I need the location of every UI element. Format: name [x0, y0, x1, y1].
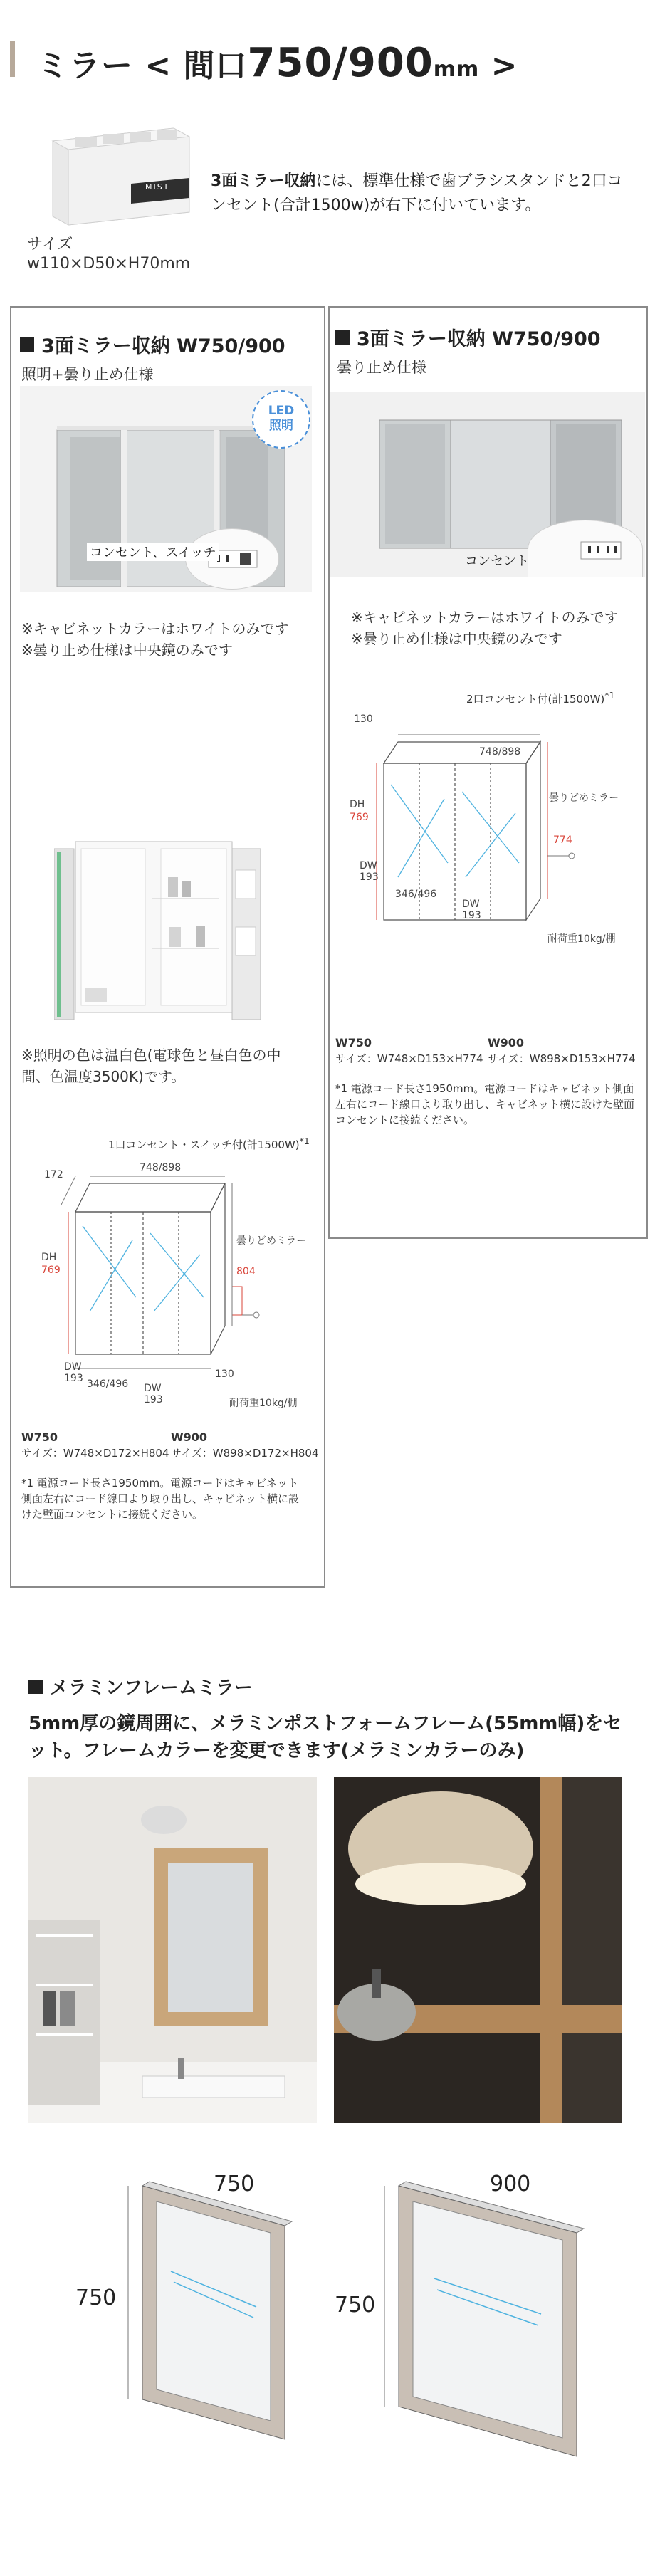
outlet-switch-label: コンセント、スイッチ [87, 543, 219, 561]
note-antifog: ※曇り止め仕様は中央鏡のみです [21, 642, 233, 659]
model-w750: W750 サイズ：W748×D172×H804 [21, 1430, 169, 1460]
note-cabinet-color: ※キャビネットカラーはホワイトのみです [21, 620, 289, 637]
outlet-zoom-circle [528, 520, 643, 577]
outlet-label: コンセント [465, 554, 529, 569]
diagram-depth-top: 130 [354, 713, 373, 725]
bathroom-photo [28, 1777, 317, 2123]
accessory-size-value: w110×D50×H70mm [27, 255, 191, 273]
frame-900-height: 750 [335, 2293, 376, 2318]
diagram-dw-left: DW 193 [360, 860, 379, 883]
diagram-dh-value: 769 [350, 812, 369, 823]
frame-diagram-750 [43, 2172, 313, 2456]
diagram-bottom-dim: 130 [215, 1368, 234, 1380]
stand-brand-mark: MIST [145, 182, 170, 192]
diagram-dw-right: DW 193 [144, 1383, 163, 1405]
diagram-dh-value: 769 [41, 1265, 61, 1276]
diagram-load-label: 耐荷重10kg/棚 [229, 1398, 298, 1409]
note-cabinet-color: ※キャビネットカラーはホワイトのみです [351, 609, 619, 626]
diagram-outlet-note: 1口コンセント・スイッチ付(計1500W)$^{*1}$ [108, 1136, 310, 1151]
cord-footnote: *1 電源コード長さ1950mm。電源コードはキャビネット側面左右にコード線口より取り出し、キャビネット横に設けた壁面コンセントに接続ください。 [21, 1477, 300, 1521]
panel-title: 3面ミラー収納 W750/900 [20, 330, 285, 358]
diagram-dw-center: 346/496 [395, 889, 437, 900]
diagram-dw-right: DW 193 [462, 899, 481, 921]
diagram-load-label: 耐荷重10kg/棚 [547, 933, 616, 945]
page-title: ミラー < 間口750/900mm > [37, 40, 518, 86]
panel-mirror-antifog [328, 306, 648, 1239]
frame-750-height: 750 [75, 2286, 117, 2310]
panel-notes [351, 607, 619, 649]
diagram-depth-top: 172 [44, 1169, 63, 1180]
melamine-section-title: メラミンフレームミラー [28, 1673, 253, 1700]
toothbrush-stand-image [38, 112, 198, 226]
melamine-description: 5mm厚の鏡周囲に、メラミンポストフォームフレーム(55mm幅)をセット。フレームカラーを変更できます(メラミンカラーのみ) [28, 1713, 622, 1761]
open-cabinet-photo [54, 820, 268, 1027]
diagram-width-label: 748/898 [140, 1162, 182, 1173]
diagram-outlet-note: 2口コンセント付(計1500W)$^{*1}$ [466, 690, 615, 706]
dimension-diagram [19, 1133, 318, 1411]
dimension-diagram [334, 685, 640, 970]
frame-900-width: 900 [490, 2172, 531, 2197]
frame-750-width: 750 [214, 2172, 255, 2197]
accessory-description: 3面ミラー収納には、標準仕様で歯ブラシスタンドと2口コンセント(合計1500w)が右下に付いています。 [211, 172, 623, 214]
diagram-antifog-label: 曇りどめミラー [236, 1235, 306, 1247]
light-color-note: ※照明の色は温白色(電球色と昼白色の中間、色温度3500K)です。 [21, 1047, 281, 1085]
mirror-cabinet-photo [20, 386, 312, 592]
panel-subtitle: 照明+曇り止め仕様 [21, 366, 154, 383]
mirror-cabinet-photo [330, 392, 645, 577]
diagram-width-label: 748/898 [479, 746, 521, 758]
note-antifog: ※曇り止め仕様は中央鏡のみです [351, 630, 562, 647]
panel-notes [21, 618, 289, 661]
frame-diagram-900 [335, 2172, 634, 2471]
diagram-dh-label: DH [41, 1252, 57, 1263]
led-badge: LED 照明 [252, 390, 310, 449]
cord-footnote: *1 電源コード長さ1950mm。電源コードはキャビネット側面左右にコード線口より取り出し、キャビネット横に設けた壁面コンセントに接続ください。 [335, 1082, 635, 1126]
title-accent-bar [10, 41, 15, 77]
panel-subtitle: 曇り止め仕様 [337, 359, 426, 376]
diagram-height-value: 804 [236, 1266, 256, 1277]
panel-mirror-light-antifog [10, 306, 325, 1588]
pendant-light-photo [334, 1777, 622, 2123]
model-w900: W900 サイズ：W898×D172×H804 [171, 1430, 319, 1460]
panel-title: 3面ミラー収納 W750/900 [335, 323, 601, 351]
model-w900: W900 サイズ：W898×D153×H774 [488, 1036, 636, 1065]
accessory-size-label: サイズ [27, 236, 73, 253]
model-w750: W750 サイズ：W748×D153×H774 [335, 1036, 483, 1065]
diagram-height-value: 774 [553, 834, 572, 846]
diagram-dw-left: DW 193 [64, 1361, 83, 1384]
diagram-antifog-label: 曇りどめミラー [549, 792, 619, 804]
diagram-dw-center: 346/496 [87, 1378, 129, 1390]
diagram-dh-label: DH [350, 799, 365, 810]
